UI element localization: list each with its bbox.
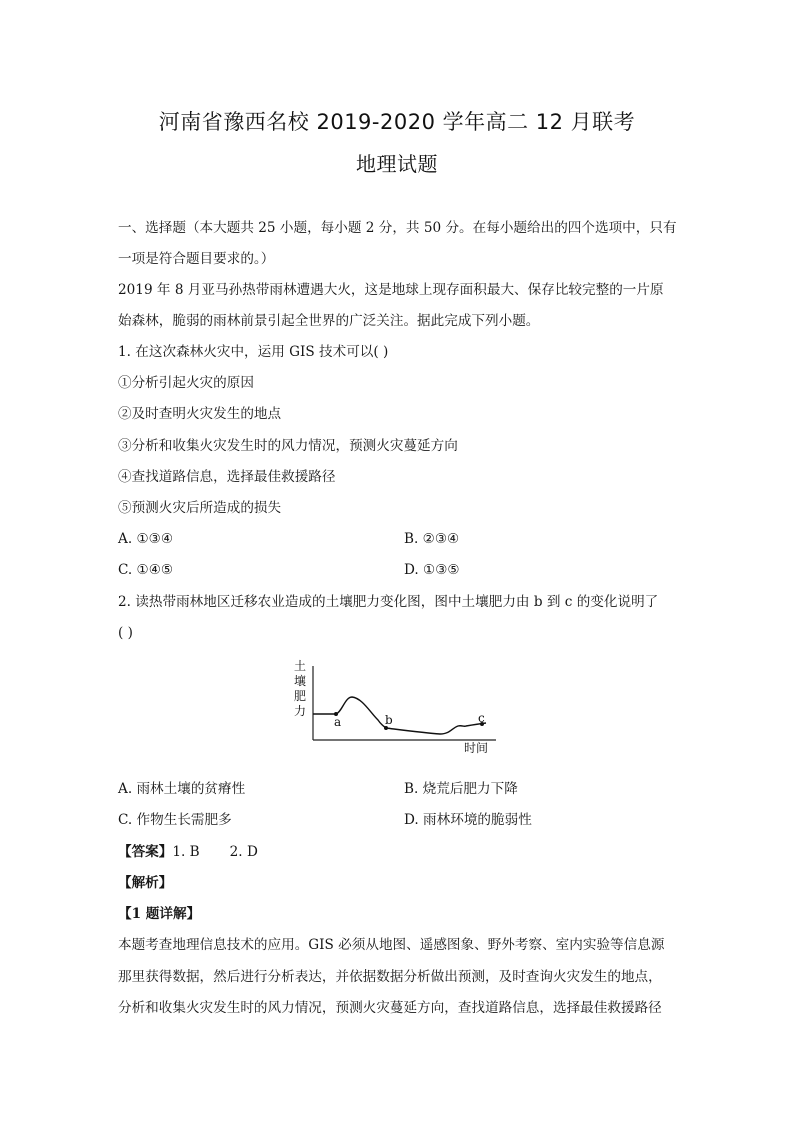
answer-line	[118, 843, 680, 861]
document-title: 河南省豫西名校 2019-2020 学年高二 12 月联考	[158, 110, 636, 134]
question-2-stem-line-2: ( )	[118, 625, 133, 641]
question-1-option-d: D. ①③⑤	[404, 562, 460, 578]
point-c-label: c	[478, 711, 485, 725]
question-1-option-a: A. ①③④	[118, 531, 174, 547]
question-1-item: ②及时查明火灾发生的地点	[118, 406, 282, 422]
y-axis-label-char: 力	[294, 704, 307, 718]
soil-fertility-figure	[290, 652, 505, 762]
answer-label: 【答案】	[118, 844, 173, 860]
x-axis-label: 时间	[464, 741, 489, 755]
passage-line-1: 2019 年 8 月亚马孙热带雨林遭遇大火，这是地球上现存面积最大、保存比较完整的一片原	[118, 282, 664, 298]
question-2-option-a: A. 雨林土壤的贫瘠性	[118, 781, 246, 797]
analysis-label: 【解析】	[118, 875, 173, 891]
document-subtitle: 地理试题	[356, 152, 438, 176]
point-a-label: a	[334, 715, 342, 729]
question-1-option-b: B. ②③④	[404, 531, 460, 547]
question-1-item: ①分析引起火灾的原因	[118, 375, 254, 391]
section-heading-line-1: 一、选择题（本大题共 25 小题，每小题 2 分，共 50 分。在每小题给出的四个选项中，只有	[118, 220, 677, 236]
point-b-label: b	[385, 713, 393, 727]
y-axis-label-char: 肥	[294, 689, 307, 703]
analysis-line-3: 分析和收集火灾发生时的风力情况，预测火灾蔓延方向，查找道路信息，选择最佳救援路径	[118, 1000, 662, 1016]
question-1-option-c: C. ①④⑤	[118, 562, 174, 578]
answer-q1: 1. B	[172, 844, 200, 860]
analysis-line-2: 那里获得数据，然后进行分析表达，并依据数据分析做出预测，及时查询火灾发生的地点，	[118, 969, 662, 985]
y-axis-label-char: 壤	[294, 674, 307, 688]
question-2-option-b: B. 烧荒后肥力下降	[404, 781, 518, 797]
analysis-sub-label: 【1 题详解】	[118, 906, 201, 922]
question-1-item: ⑤预测火灾后所造成的损失	[118, 500, 282, 516]
analysis-line-1: 本题考查地理信息技术的应用。GIS 必须从地图、遥感图象、野外考察、室内实验等信息源	[118, 937, 665, 953]
question-1-stem: 1. 在这次森林火灾中，运用 GIS 技术可以( )	[118, 344, 389, 360]
question-2-stem-line-1: 2. 读热带雨林地区迁移农业造成的土壤肥力变化图，图中土壤肥力由 b 到 c 的变化说明了	[118, 594, 659, 610]
section-heading-line-2: 一项是符合题目要求的。）	[118, 251, 275, 267]
question-1-item: ④查找道路信息，选择最佳救援路径	[118, 469, 336, 485]
y-axis-label-char: 土	[294, 659, 307, 673]
soil-fertility-diagram	[290, 652, 505, 762]
question-1-item: ③分析和收集火灾发生时的风力情况，预测火灾蔓延方向	[118, 438, 458, 454]
question-2-option-c: C. 作物生长需肥多	[118, 812, 232, 828]
answer-q2: 2. D	[229, 844, 258, 860]
passage-line-2: 始森林，脆弱的雨林前景引起全世界的广泛关注。据此完成下列小题。	[118, 313, 540, 329]
question-2-option-d: D. 雨林环境的脆弱性	[404, 812, 532, 828]
